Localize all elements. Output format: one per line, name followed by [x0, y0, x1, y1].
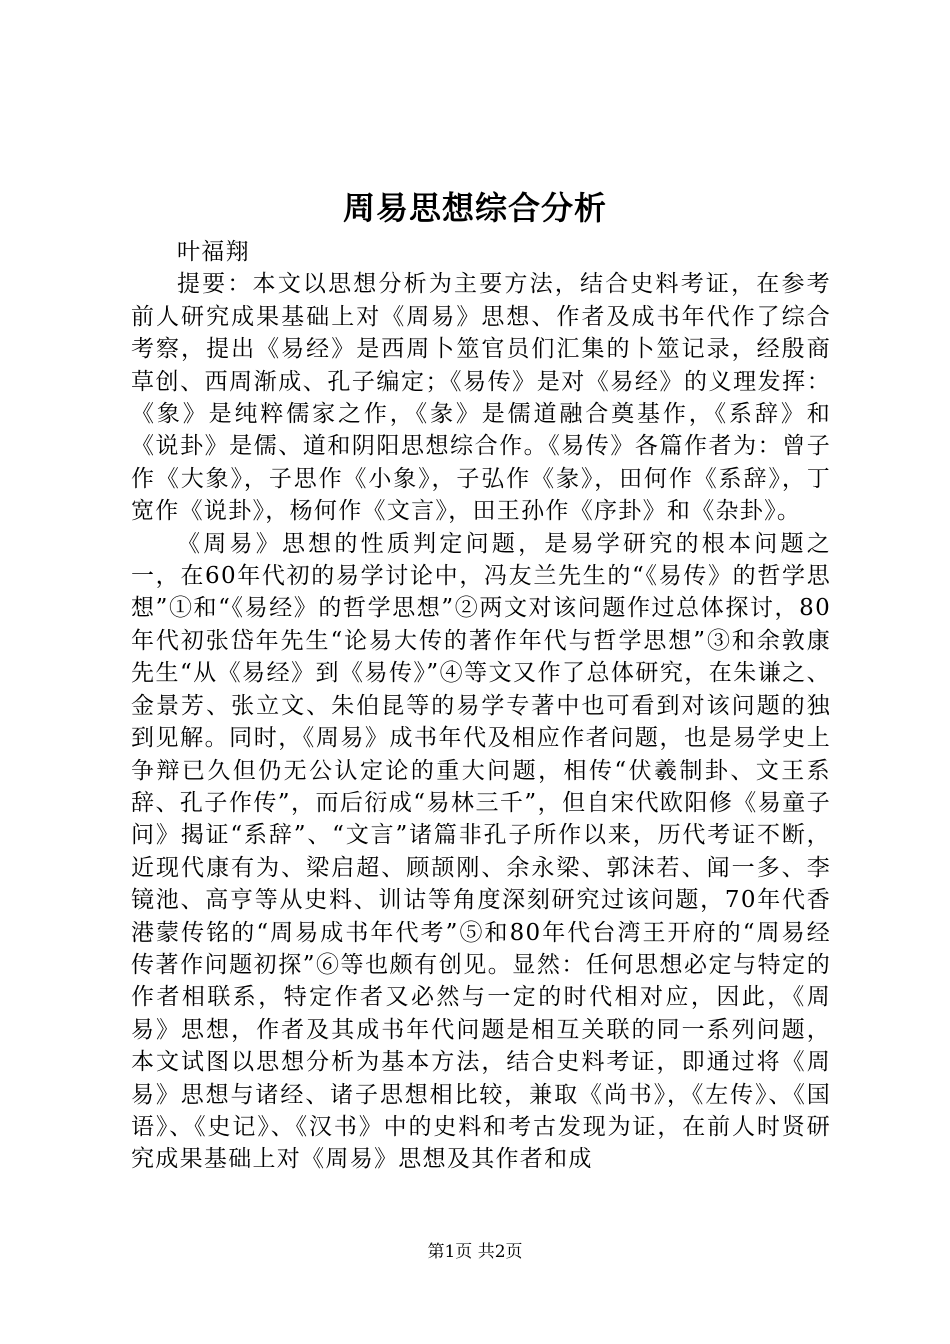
- page-footer: 第1页 共2页: [427, 1242, 523, 1262]
- body-paragraph: 《周易》思想的性质判定问题，是易学研究的根本问题之一，在60年代初的易学讨论中，冯友兰先生的“《易传》的哲学思想”①和“《易经》的哲学思想”②两文对该问题作过总体探讨，80年代初张岱年先生“论易大传的著作年代与哲学思想”③和余敦康先生“从《易经》到《易传》”④等文又作了总体研究，在朱谦之、金景芳、张立文、朱伯昆等的易学专著中也可看到对该问题的独到见解。同时，《周易》成书年代及相应作者问题，也是易学史上争辩已久但仍无公认定论的重大问题，相传“伏羲制卦、文王系辞、孔子作传”，而后衍成“易林三千”，但自宋代欧阳修《易童子问》揭证“系辞”、“文言”诸篇非孔子所作以来，历代考证不断，近现代康有为、梁启超、顾颉刚、余永梁、郭沫若、闻一多、李镜池、高亨等从史料、训诂等角度深刻研究过该问题，70年代香港蒙传铭的“周易成书年代考”⑤和80年代台湾王开府的“周易经传著作问题初探”⑥等也颇有创见。显然：任何思想必定与特定的作者相联系，特定作者又必然与一定的时代相对应，因此，《周易》思想，作者及其成书年代问题是相互关联的同一系列问题，本文试图以思想分析为基本方法，结合史料考证，即通过将《周易》思想与诸经、诸子思想相比较，兼取《尚书》，《左传》、《国语》、《史记》、《汉书》中的史料和考古发现为证，在前人时贤研究成果基础上对《周易》思想及其作者和成: [131, 530, 831, 1173]
- author-line: 叶福翔: [177, 239, 250, 265]
- document-title: 周易思想综合分析: [342, 189, 607, 227]
- abstract-paragraph: 提要：本文以思想分析为主要方法，结合史料考证，在参考前人研究成果基础上对《周易》思想、作者及成书年代作了综合考察，提出《易经》是西周卜筮官员们汇集的卜筮记录，经殷商草创、西周渐成、孔子编定；《易传》是对《易经》的义理发挥：《象》是纯粹儒家之作，《彖》是儒道融合奠基作，《系辞》和《说卦》是儒、道和阴阳思想综合作。《易传》各篇作者为：曾子作《大象》，子思作《小象》，子弘作《彖》，田何作《系辞》，丁宽作《说卦》，杨何作《文言》，田王孙作《序卦》和《杂卦》。: [131, 271, 831, 525]
- document-body: [131, 236, 831, 1176]
